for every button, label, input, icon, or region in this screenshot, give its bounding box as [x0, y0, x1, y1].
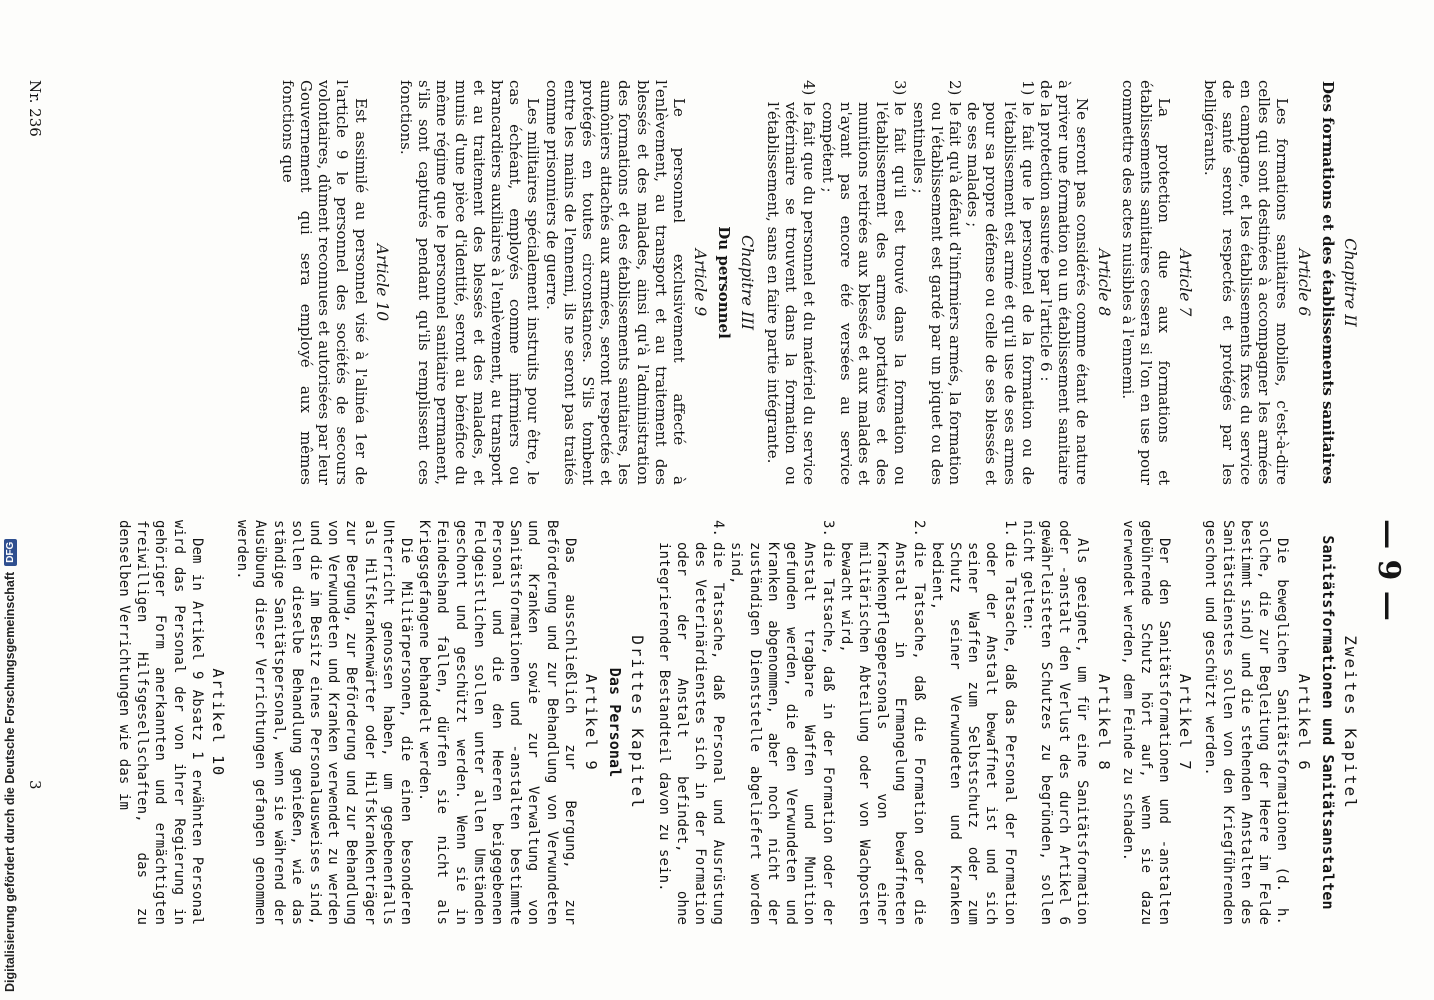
- article-8-item-fr: 2) le fait qu'à défaut d'infirmiers armés, la formation ou l'établissement est gardé par un piquet ou des sentinelles ;: [909, 80, 964, 485]
- chapter-2-heading-fr: Des formations et des établissements sanitaires: [1318, 80, 1337, 485]
- article-7-text-fr: La protection due aux formations et établissements sanitaires cessera si l'on en use pour commettre des actes nuisibles à l'ennemi.: [1118, 80, 1174, 485]
- article-8-item-fr: 4) le fait que du personnel et du matériel du service vétérinaire se trouvent dans la formation ou l'établissement, sans en faire partie intégrante.: [763, 80, 819, 485]
- article-7-title-fr: Article 7: [1176, 248, 1195, 317]
- article-9-paragraph-de: Das ausschließlich zur Bergung, zur Beförderung und zur Behandlung von Verwundeten und Kranken sowie zur Verwaltung von Sanitätsformationen und -anstalten bestimmte Personal und die den Heeren beigegebenen Feldgeistlichen sollen unter allen Umständen geschont und geschützt werden. Wenn sie in Feindeshand fallen, dürfen sie nicht als Kriegsgefangene behandelt werden.: [416, 520, 578, 925]
- footer-issue-number: Nr. 236: [26, 80, 44, 137]
- footer-signature-mark: 3: [26, 780, 44, 790]
- article-8-title-de: Artikel 8: [1094, 673, 1113, 772]
- article-8-intro-fr: Ne seront pas considérés comme étant de nature à priver une formation ou un établissement sanitaire de la protection assurée par l'article 6 :: [1036, 80, 1092, 485]
- article-7-title-de: Artikel 7: [1176, 673, 1195, 772]
- article-6-text-fr: Les formations sanitaires mobiles, c'est-à-dire celles qui sont destinées à accompagner les armées en campagne, et les établissements fixes du service de santé seront respectés et protégés par les belligérants.: [1200, 80, 1292, 485]
- article-8-item-de: 4. die Tatsache, daß Personal und Ausrüstung des Veterinärdienstes sich in der Formation oder der Anstalt befindet, ohne integrierender Bestandteil davon zu sein.: [655, 520, 727, 925]
- chapter-3-title-fr: Chapitre III: [737, 234, 757, 331]
- chapter-2-title-fr: Chapitre II: [1341, 238, 1360, 327]
- article-8-intro-de: Als geeignet, um für eine Sanitätsformation oder -anstalt den Verlust des durch Artikel 6 gewährleisteten Schutzes zu begründen, sollen nicht gelten:: [1019, 520, 1091, 925]
- article-8-item-fr: 1) le fait que le personnel de la formation ou de l'établissement est armé et qu'il use de ses armes pour sa propre défense ou celle de ses blessés et de ses malades ;: [964, 80, 1037, 485]
- article-9-title-fr: Article 9: [691, 248, 710, 317]
- page-number: — 9 —: [1371, 519, 1406, 621]
- article-8-item-de: 3. die Tatsache, daß in der Formation oder der Anstalt tragbare Waffen und Munition gefunden werden, die den Verwundeten und Kranken abgenommen, aber noch nicht der zuständigen Dienststelle abgeliefert worden sind,: [728, 520, 836, 925]
- article-6-title-fr: Article 6: [1294, 248, 1313, 317]
- chapter-3-heading-de: Das Personal: [606, 667, 625, 778]
- article-10-title-fr: Article 10: [372, 243, 391, 322]
- article-8-item-fr: 3) le fait qu'il est trouvé dans la formation ou l'établissement des armes portatives et des munitions retirées aux blessés et aux malades et n'ayant pas encore été versées au service compétent ;: [818, 80, 910, 485]
- dfg-logo-icon: DFG: [4, 539, 17, 566]
- article-10-text-fr: Est assimilé au personnel visé à l'alinéa 1er de l'article 9 le personnel des sociétés de secours volontaires, dûment reconnues et autorisées par leur Gouvernement qui sera employé aux mêmes fonctions que: [278, 80, 370, 485]
- article-8-item-de: 2. die Tatsache, daß die Formation oder die Anstalt in Ermangelung bewaffneten Krankenpflegepersonals von einer militärischen Abteilung oder von Wachposten bewacht wird,: [837, 520, 927, 925]
- chapter-2-heading-de: Sanitätsformationen und Sanitätsanstalten: [1318, 535, 1337, 910]
- chapter-3-title-de: Drittes Kapitel: [628, 635, 648, 810]
- article-9-title-de: Artikel 9: [582, 673, 601, 772]
- article-8-title-fr: Article 8: [1094, 248, 1113, 317]
- chapter-2-title-de: Zweites Kapitel: [1341, 635, 1360, 810]
- chapter-3-heading-fr: Du personnel: [715, 226, 734, 339]
- article-9-paragraph-fr: Le personnel exclusivement affecté à l'enlèvement, au transport et au traitement des blessés et des malades, ainsi qu'à l'administration des formations et des établissements sanitaires, les aumôniers attachés aux armées, seront respectés et protégés en toutes circonstances. S'ils tombent entre les mains de l'ennemi, ils ne seront pas traités comme prisonniers de guerre.: [542, 80, 689, 485]
- article-8-item-de: 1. die Tatsache, daß das Personal der Formation oder der Anstalt bewaffnet ist und sich seiner Waffen zum Selbstschutz oder zum Schutz seiner Verwundeten und Kranken bedient,: [928, 520, 1018, 925]
- french-column: [279, 80, 1359, 485]
- digitization-note: Digitalisierung gefördert durch die Deutsche Forschungsgemeinschaft: [3, 571, 17, 992]
- digitization-credit: [0, 0, 20, 1000]
- article-6-text-de: Die beweglichen Sanitätsformationen (d. h. solche, die zur Begleitung der Heere im Felde bestimmt sind) und die stehenden Anstalten des Sanitätsdienstes sollen von den Kriegführenden geschont und geschützt werden.: [1201, 520, 1291, 925]
- article-10-title-de: Artikel 10: [209, 668, 228, 777]
- german-column: [115, 520, 1359, 925]
- article-7-text-de: Der den Sanitätsformationen und -anstalten gebührende Schutz hört auf, wenn sie dazu verwendet werden, dem Feinde zu schaden.: [1119, 520, 1173, 925]
- article-6-title-de: Artikel 6: [1294, 673, 1313, 772]
- article-9-paragraph-fr: Les militaires spécialement instruits pour être, le cas échéant, employés comme infirmiers ou brancardiers auxiliaires à l'enlèvement, au transport et au traitement des blessés et des malades, et munis d'une pièce d'identité, seront au bénéfice du même régime que le personnel sanitaire permanent, s'ils sont capturés pendant qu'ils remplissent ces fonctions.: [397, 80, 543, 485]
- article-10-text-de: Dem in Artikel 9 Absatz 1 erwähnten Personal wird das Personal der von ihrer Regierung in gehöriger Form anerkannten und ermächtigten freiwilligen Hilfsgesellschaften, das zu denselben Verrichtungen wie das im: [116, 520, 205, 925]
- article-9-paragraph-de: Die Militärpersonen, die einen besonderen Unterricht genossen haben, um gegebenenfalls als Hilfskrankenwärter oder Hilfskrankenträger zur Bergung, zur Beförderung und zur Behandlung von Verwundeten und Kranken verwendet zu werden und die im Besitz eines Personalausweises sind, sollen dieselbe Behandlung genießen, wie das ständige Sanitätspersonal, wenn sie während der Ausübung dieser Verrichtungen gefangen genommen werden.: [234, 520, 415, 925]
